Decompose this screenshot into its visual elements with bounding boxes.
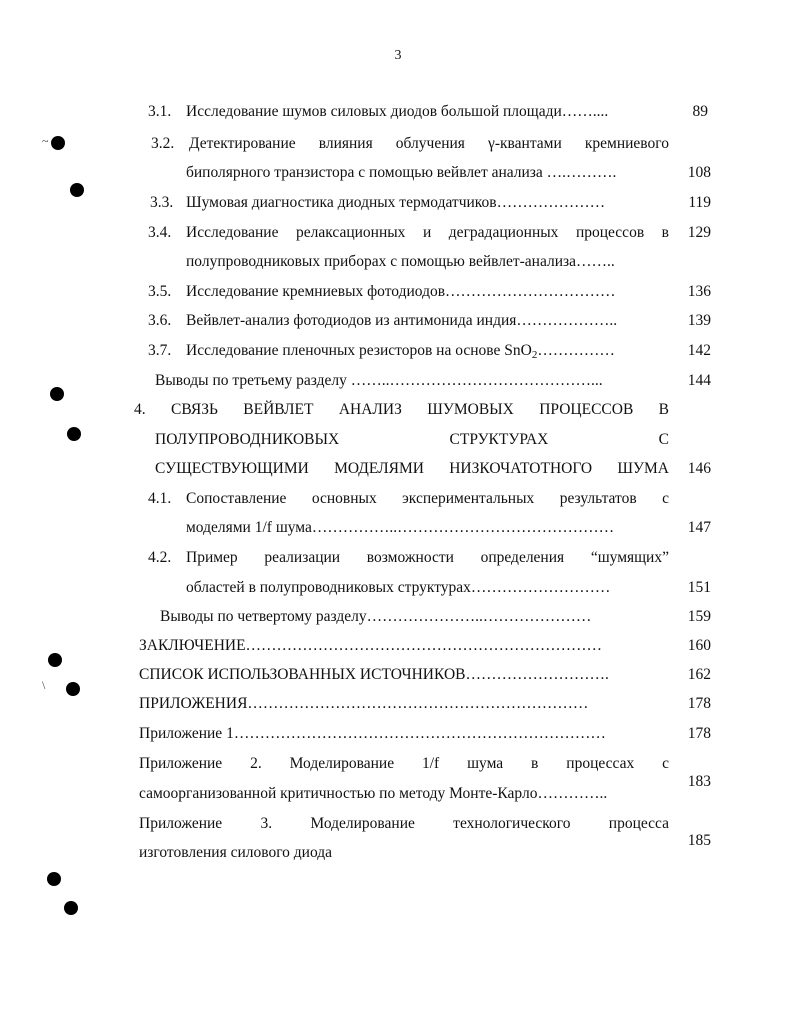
toc-entry-title: СПИСОК ИСПОЛЬЗОВАННЫХ ИСТОЧНИКОВ………………………. — [139, 666, 609, 683]
toc-entry-number: 3.3. — [150, 194, 174, 211]
toc-entry-title-cont: биполярного транзистора с помощью вейвлет анализа ….………. — [186, 164, 617, 181]
toc-entry-number: 3.7. — [148, 342, 172, 359]
toc-entry-number: 3.4. — [148, 224, 172, 241]
toc-entry-number: 3.2. — [151, 135, 175, 152]
scan-mark: \ — [42, 678, 46, 692]
toc-entry-title-cont: областей в полупроводниковых структурах……………………… — [186, 579, 611, 596]
toc-entry-title: Приложение 2. Моделирование 1/f шума в процессах с — [139, 755, 669, 772]
hole-punch-mark — [51, 136, 65, 150]
toc-entry-title-cont: ПОЛУПРОВОДНИКОВЫХ СТРУКТУРАХ С — [155, 431, 669, 448]
toc-entry-title-cont: изготовления силового диода — [139, 844, 333, 861]
toc-entry-page: 139 — [687, 312, 711, 329]
page-number: 3 — [394, 48, 402, 63]
toc-entry-title-cont: моделями 1/f шума……………..…………………………………… — [186, 519, 615, 536]
toc-entry-number: 4.2. — [148, 549, 172, 566]
hole-punch-mark — [48, 653, 62, 667]
toc-entry-title: Приложение 3. Моделирование технологического процесса — [139, 815, 669, 832]
toc-entry-title: ПРИЛОЖЕНИЯ………………………………………………………… — [139, 695, 589, 712]
hole-punch-mark — [66, 682, 80, 696]
toc-entry-title-cont: полупроводниковых приборах с помощью вейвлет-анализа…….. — [186, 253, 615, 270]
toc-entry-title: Исследование шумов силовых диодов большой площади…….... — [186, 103, 609, 120]
toc-entry-page: 162 — [687, 666, 711, 683]
toc-entry-title: Выводы по четвертому разделу…………………..………………… — [160, 608, 592, 625]
toc-entry-number: 4.1. — [148, 490, 172, 507]
toc-entry-title: Приложение 1……………………………………………………………… — [139, 725, 606, 742]
hole-punch-mark — [50, 387, 64, 401]
subscript: 2 — [531, 349, 538, 361]
toc-entry-page: 129 — [687, 224, 711, 241]
toc-entry-title: Выводы по третьему разделу ……..…………………………………... — [155, 372, 603, 389]
hole-punch-mark — [70, 183, 84, 197]
toc-entry-title-cont: самоорганизованной критичностью по методу Монте-Карло………….. — [139, 785, 608, 802]
toc-entry-page: 147 — [687, 519, 711, 536]
toc-entry-title: Сопоставление основных экспериментальных результатов с — [186, 490, 669, 507]
toc-entry-title: Шумовая диагностика диодных термодатчиков………………… — [186, 194, 606, 211]
toc-entry-page: 146 — [687, 460, 711, 477]
toc-entry-page: 160 — [687, 637, 711, 654]
toc-entry-title-main: Исследование пленочных резисторов на основе SnO — [186, 342, 532, 359]
hole-punch-mark — [64, 901, 78, 915]
toc-entry-number: 3.5. — [148, 283, 172, 300]
toc-entry-leader: …………… — [537, 342, 615, 359]
toc-entry-title: Детектирование влияния облучения γ-квантами кремниевого — [189, 135, 669, 152]
toc-entry-page: 142 — [687, 342, 711, 359]
toc-entry-title: ЗАКЛЮЧЕНИЕ…………………………………………………………… — [139, 637, 603, 654]
toc-entry-page: 151 — [687, 579, 711, 596]
toc-entry-page: 159 — [687, 608, 711, 625]
toc-entry-title: Исследование кремниевых фотодиодов…………………………… — [186, 283, 616, 300]
toc-entry-page: 178 — [687, 725, 711, 742]
toc-entry-title: Исследование релаксационных и деградационных процессов в — [186, 224, 669, 241]
toc-entry-page: 119 — [688, 194, 711, 211]
toc-entry-page: 108 — [687, 164, 711, 181]
toc-entry-page: 178 — [687, 695, 711, 712]
toc-entry-title: 4. СВЯЗЬ ВЕЙВЛЕТ АНАЛИЗ ШУМОВЫХ ПРОЦЕССОВ В — [134, 401, 669, 418]
toc-entry-title: Вейвлет-анализ фотодиодов из антимонида индия……………….. — [186, 312, 618, 329]
hole-punch-mark — [67, 427, 81, 441]
toc-entry-page: 89 — [692, 103, 708, 120]
toc-entry-title: Пример реализации возможности определения “шумящих” — [186, 549, 669, 566]
toc-entry-page: 136 — [687, 283, 711, 300]
hole-punch-mark — [47, 872, 61, 886]
toc-entry-title-cont: СУЩЕСТВУЮЩИМИ МОДЕЛЯМИ НИЗКОЧАТОТНОГО ШУМА — [155, 460, 669, 477]
toc-entry-title — [186, 341, 615, 361]
toc-entry-page: 185 — [687, 832, 711, 849]
toc-entry-page: 183 — [687, 773, 711, 790]
toc-entry-page: 144 — [687, 372, 711, 389]
toc-entry-number: 3.6. — [148, 312, 172, 329]
toc-entry-number: 3.1. — [148, 103, 172, 120]
scan-mark: ~ — [42, 134, 49, 148]
